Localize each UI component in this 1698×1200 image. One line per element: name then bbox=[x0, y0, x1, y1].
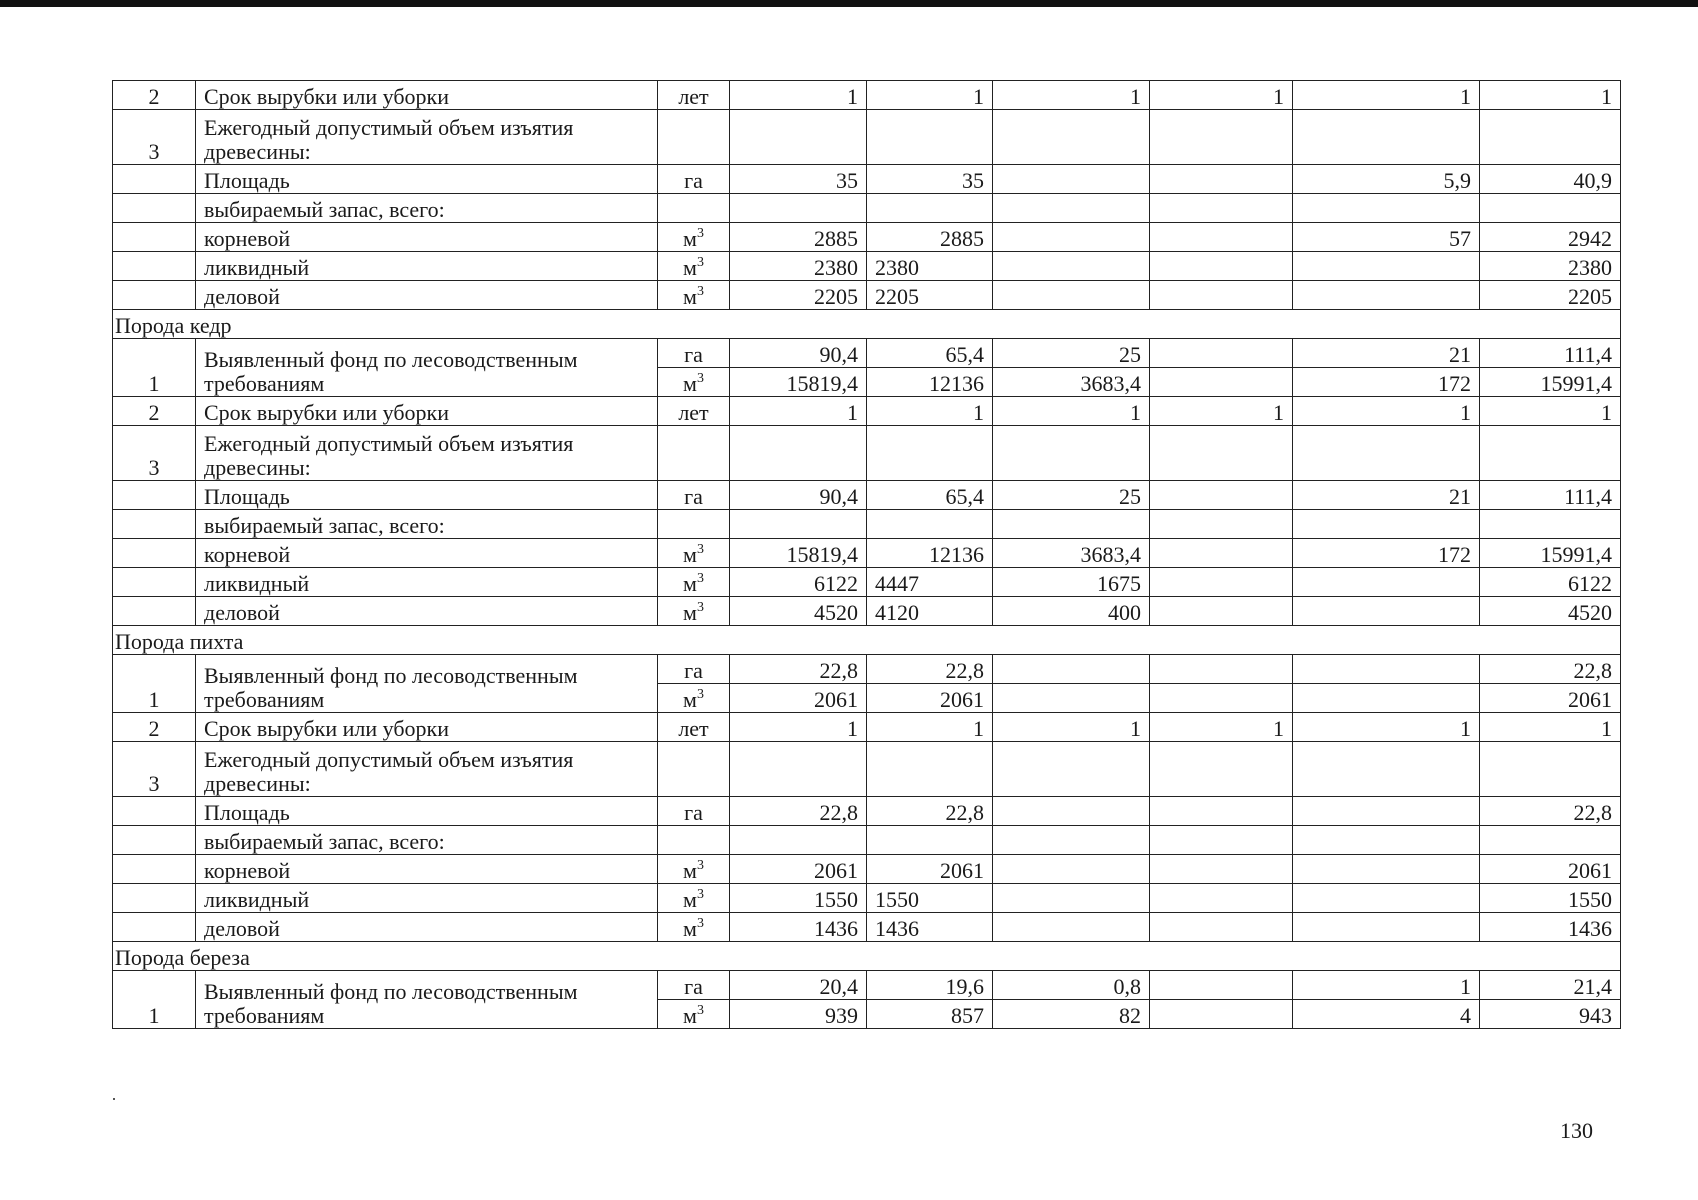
unit-cell: га bbox=[658, 797, 730, 826]
unit-cell: $м^3$ bbox=[658, 568, 730, 597]
value-cell: 1436 bbox=[730, 913, 867, 942]
value-cell: 1 bbox=[867, 81, 993, 110]
table-row bbox=[113, 568, 1621, 597]
unit-cell: га bbox=[658, 339, 730, 368]
value-cell: 1 bbox=[993, 81, 1150, 110]
forest-harvest-table bbox=[112, 80, 1621, 1029]
section-title: Порода береза bbox=[113, 942, 1621, 971]
value-cell: 2380 bbox=[1480, 252, 1621, 281]
value-cell: 4447 bbox=[867, 568, 993, 597]
unit-cell: лет bbox=[658, 713, 730, 742]
value-cell: 15991,4 bbox=[1480, 368, 1621, 397]
value-cell: 2061 bbox=[867, 684, 993, 713]
value-cell bbox=[1150, 913, 1293, 942]
value-cell bbox=[1150, 855, 1293, 884]
value-cell: 65,4 bbox=[867, 481, 993, 510]
value-cell: 172 bbox=[1293, 368, 1480, 397]
value-cell: 1 bbox=[1293, 971, 1480, 1000]
row-label: Выявленный фонд по лесоводственным требованиям bbox=[196, 339, 658, 397]
value-cell: 2061 bbox=[1480, 684, 1621, 713]
value-cell: 857 bbox=[867, 1000, 993, 1029]
value-cell: 5,9 bbox=[1293, 165, 1480, 194]
value-cell: 21 bbox=[1293, 481, 1480, 510]
row-label: корневой bbox=[196, 223, 658, 252]
value-cell bbox=[993, 797, 1150, 826]
value-cell bbox=[993, 281, 1150, 310]
row-label: выбираемый запас, всего: bbox=[196, 510, 658, 539]
table-row bbox=[113, 797, 1621, 826]
value-cell: 4 bbox=[1293, 1000, 1480, 1029]
table-row bbox=[113, 252, 1621, 281]
value-cell: 1 bbox=[1150, 81, 1293, 110]
value-cell bbox=[1150, 597, 1293, 626]
table-row bbox=[113, 223, 1621, 252]
value-cell bbox=[1293, 684, 1480, 713]
row-label: Выявленный фонд по лесоводственным требованиям bbox=[196, 971, 658, 1029]
table-row bbox=[113, 510, 1621, 539]
value-cell bbox=[993, 252, 1150, 281]
unit-cell: $м^3$ bbox=[658, 281, 730, 310]
value-cell bbox=[1293, 597, 1480, 626]
value-cell: 90,4 bbox=[730, 481, 867, 510]
table-row bbox=[113, 884, 1621, 913]
value-cell bbox=[1293, 252, 1480, 281]
value-cell: 1 bbox=[1293, 81, 1480, 110]
value-cell: 2205 bbox=[867, 281, 993, 310]
table-row bbox=[113, 339, 1621, 368]
value-cell bbox=[1150, 368, 1293, 397]
value-cell: 1 bbox=[1480, 713, 1621, 742]
unit-cell: га bbox=[658, 971, 730, 1000]
table-row bbox=[113, 194, 1621, 223]
table-row bbox=[113, 826, 1621, 855]
value-cell: 2205 bbox=[1480, 281, 1621, 310]
value-cell: 2380 bbox=[730, 252, 867, 281]
value-cell: 22,8 bbox=[1480, 797, 1621, 826]
row-label: деловой bbox=[196, 913, 658, 942]
unit-cell: $м^3$ bbox=[658, 1000, 730, 1029]
value-cell: 40,9 bbox=[1480, 165, 1621, 194]
value-cell: 12136 bbox=[867, 539, 993, 568]
value-cell: 22,8 bbox=[867, 655, 993, 684]
value-cell: 1550 bbox=[1480, 884, 1621, 913]
value-cell: 2885 bbox=[730, 223, 867, 252]
value-cell bbox=[1150, 568, 1293, 597]
table-row bbox=[113, 281, 1621, 310]
unit-cell: $м^3$ bbox=[658, 884, 730, 913]
value-cell: 943 bbox=[1480, 1000, 1621, 1029]
value-cell: 35 bbox=[867, 165, 993, 194]
value-cell: 22,8 bbox=[730, 797, 867, 826]
value-cell bbox=[1150, 339, 1293, 368]
row-number: 2 bbox=[113, 81, 196, 110]
row-number: 3 bbox=[113, 426, 196, 481]
value-cell: 4520 bbox=[730, 597, 867, 626]
value-cell bbox=[1293, 884, 1480, 913]
table-row bbox=[113, 971, 1621, 1000]
value-cell bbox=[1150, 1000, 1293, 1029]
value-cell bbox=[993, 655, 1150, 684]
value-cell: 2380 bbox=[867, 252, 993, 281]
row-label: Ежегодный допустимый объем изъятия древесины: bbox=[196, 110, 658, 165]
value-cell: 1 bbox=[867, 397, 993, 426]
value-cell bbox=[1150, 884, 1293, 913]
value-cell bbox=[993, 223, 1150, 252]
value-cell: 1 bbox=[993, 713, 1150, 742]
table-row bbox=[113, 742, 1621, 797]
section-header-row bbox=[113, 942, 1621, 971]
value-cell: 1 bbox=[730, 713, 867, 742]
value-cell bbox=[993, 913, 1150, 942]
table-row bbox=[113, 397, 1621, 426]
table-row bbox=[113, 481, 1621, 510]
row-number: 3 bbox=[113, 742, 196, 797]
value-cell bbox=[993, 855, 1150, 884]
row-label: ликвидный bbox=[196, 568, 658, 597]
section-header-row bbox=[113, 626, 1621, 655]
value-cell bbox=[1293, 913, 1480, 942]
value-cell bbox=[1150, 481, 1293, 510]
value-cell: 35 bbox=[730, 165, 867, 194]
value-cell: 1 bbox=[1150, 713, 1293, 742]
value-cell: 2061 bbox=[730, 855, 867, 884]
value-cell: 19,6 bbox=[867, 971, 993, 1000]
table-row bbox=[113, 165, 1621, 194]
value-cell: 90,4 bbox=[730, 339, 867, 368]
row-number: 1 bbox=[113, 655, 196, 713]
value-cell: 3683,4 bbox=[993, 368, 1150, 397]
scan-top-border bbox=[0, 0, 1698, 7]
row-label: корневой bbox=[196, 855, 658, 884]
page-number: 130 bbox=[1560, 1118, 1593, 1143]
table-row bbox=[113, 713, 1621, 742]
table-row bbox=[113, 655, 1621, 684]
value-cell: 2885 bbox=[867, 223, 993, 252]
row-label: деловой bbox=[196, 281, 658, 310]
table-row bbox=[113, 597, 1621, 626]
value-cell: 0,8 bbox=[993, 971, 1150, 1000]
value-cell: 15991,4 bbox=[1480, 539, 1621, 568]
value-cell bbox=[1150, 797, 1293, 826]
unit-cell: га bbox=[658, 655, 730, 684]
section-title: Порода пихта bbox=[113, 626, 1621, 655]
row-label: Срок вырубки или уборки bbox=[196, 81, 658, 110]
value-cell: 1 bbox=[1293, 397, 1480, 426]
row-label: Площадь bbox=[196, 797, 658, 826]
unit-cell: $м^3$ bbox=[658, 252, 730, 281]
value-cell: 1 bbox=[993, 397, 1150, 426]
value-cell bbox=[1293, 568, 1480, 597]
value-cell: 21,4 bbox=[1480, 971, 1621, 1000]
row-label: Срок вырубки или уборки bbox=[196, 713, 658, 742]
value-cell bbox=[993, 165, 1150, 194]
unit-cell: $м^3$ bbox=[658, 855, 730, 884]
value-cell: 6122 bbox=[730, 568, 867, 597]
value-cell: 1675 bbox=[993, 568, 1150, 597]
value-cell: 1 bbox=[1293, 713, 1480, 742]
value-cell: 6122 bbox=[1480, 568, 1621, 597]
unit-cell: $м^3$ bbox=[658, 597, 730, 626]
row-label: Ежегодный допустимый объем изъятия древесины: bbox=[196, 742, 658, 797]
value-cell bbox=[1293, 797, 1480, 826]
value-cell: 15819,4 bbox=[730, 539, 867, 568]
value-cell: 1 bbox=[867, 713, 993, 742]
unit-cell: $м^3$ bbox=[658, 539, 730, 568]
section-title: Порода кедр bbox=[113, 310, 1621, 339]
value-cell: 82 bbox=[993, 1000, 1150, 1029]
row-label: Ежегодный допустимый объем изъятия древесины: bbox=[196, 426, 658, 481]
value-cell: 172 bbox=[1293, 539, 1480, 568]
row-number: 3 bbox=[113, 110, 196, 165]
value-cell: 400 bbox=[993, 597, 1150, 626]
value-cell bbox=[1293, 655, 1480, 684]
section-header-row bbox=[113, 310, 1621, 339]
value-cell: 22,8 bbox=[867, 797, 993, 826]
value-cell bbox=[1150, 281, 1293, 310]
value-cell: 57 bbox=[1293, 223, 1480, 252]
table-row bbox=[113, 110, 1621, 165]
value-cell: 111,4 bbox=[1480, 339, 1621, 368]
value-cell bbox=[1150, 684, 1293, 713]
value-cell bbox=[1150, 655, 1293, 684]
value-cell: 1 bbox=[1150, 397, 1293, 426]
value-cell: 2061 bbox=[1480, 855, 1621, 884]
value-cell bbox=[993, 684, 1150, 713]
row-number: 2 bbox=[113, 713, 196, 742]
value-cell: 2061 bbox=[730, 684, 867, 713]
value-cell bbox=[1293, 855, 1480, 884]
value-cell: 2942 bbox=[1480, 223, 1621, 252]
value-cell: 20,4 bbox=[730, 971, 867, 1000]
row-number: 2 bbox=[113, 397, 196, 426]
value-cell bbox=[1150, 252, 1293, 281]
value-cell: 22,8 bbox=[1480, 655, 1621, 684]
value-cell bbox=[1150, 971, 1293, 1000]
value-cell: 1 bbox=[730, 397, 867, 426]
row-label: Площадь bbox=[196, 165, 658, 194]
unit-cell: $м^3$ bbox=[658, 913, 730, 942]
row-label: Выявленный фонд по лесоводственным требованиям bbox=[196, 655, 658, 713]
value-cell: 21 bbox=[1293, 339, 1480, 368]
row-number: 1 bbox=[113, 971, 196, 1029]
value-cell bbox=[993, 884, 1150, 913]
value-cell: 2061 bbox=[867, 855, 993, 884]
table-row bbox=[113, 426, 1621, 481]
unit-cell: га bbox=[658, 481, 730, 510]
value-cell: 65,4 bbox=[867, 339, 993, 368]
unit-cell: $м^3$ bbox=[658, 368, 730, 397]
value-cell: 1436 bbox=[867, 913, 993, 942]
table-row bbox=[113, 539, 1621, 568]
value-cell: 25 bbox=[993, 481, 1150, 510]
unit-cell: $м^3$ bbox=[658, 223, 730, 252]
value-cell: 1550 bbox=[730, 884, 867, 913]
row-label: ликвидный bbox=[196, 252, 658, 281]
unit-cell: га bbox=[658, 165, 730, 194]
unit-cell: лет bbox=[658, 397, 730, 426]
value-cell: 1 bbox=[730, 81, 867, 110]
unit-cell: лет bbox=[658, 81, 730, 110]
value-cell: 25 bbox=[993, 339, 1150, 368]
value-cell: 939 bbox=[730, 1000, 867, 1029]
value-cell: 2205 bbox=[730, 281, 867, 310]
value-cell: 3683,4 bbox=[993, 539, 1150, 568]
value-cell: 1 bbox=[1480, 81, 1621, 110]
value-cell bbox=[1150, 539, 1293, 568]
table-row bbox=[113, 81, 1621, 110]
scan-speck bbox=[113, 1098, 115, 1100]
value-cell bbox=[1150, 223, 1293, 252]
table-row bbox=[113, 913, 1621, 942]
row-label: выбираемый запас, всего: bbox=[196, 826, 658, 855]
value-cell: 1 bbox=[1480, 397, 1621, 426]
value-cell: 15819,4 bbox=[730, 368, 867, 397]
row-number: 1 bbox=[113, 339, 196, 397]
value-cell: 12136 bbox=[867, 368, 993, 397]
value-cell bbox=[1150, 165, 1293, 194]
unit-cell: $м^3$ bbox=[658, 684, 730, 713]
value-cell: 1436 bbox=[1480, 913, 1621, 942]
value-cell: 22,8 bbox=[730, 655, 867, 684]
row-label: выбираемый запас, всего: bbox=[196, 194, 658, 223]
row-label: Срок вырубки или уборки bbox=[196, 397, 658, 426]
row-label: ликвидный bbox=[196, 884, 658, 913]
row-label: корневой bbox=[196, 539, 658, 568]
value-cell: 1550 bbox=[867, 884, 993, 913]
value-cell bbox=[1293, 281, 1480, 310]
table-row bbox=[113, 855, 1621, 884]
value-cell: 4120 bbox=[867, 597, 993, 626]
row-label: Площадь bbox=[196, 481, 658, 510]
value-cell: 4520 bbox=[1480, 597, 1621, 626]
row-label: деловой bbox=[196, 597, 658, 626]
value-cell: 111,4 bbox=[1480, 481, 1621, 510]
